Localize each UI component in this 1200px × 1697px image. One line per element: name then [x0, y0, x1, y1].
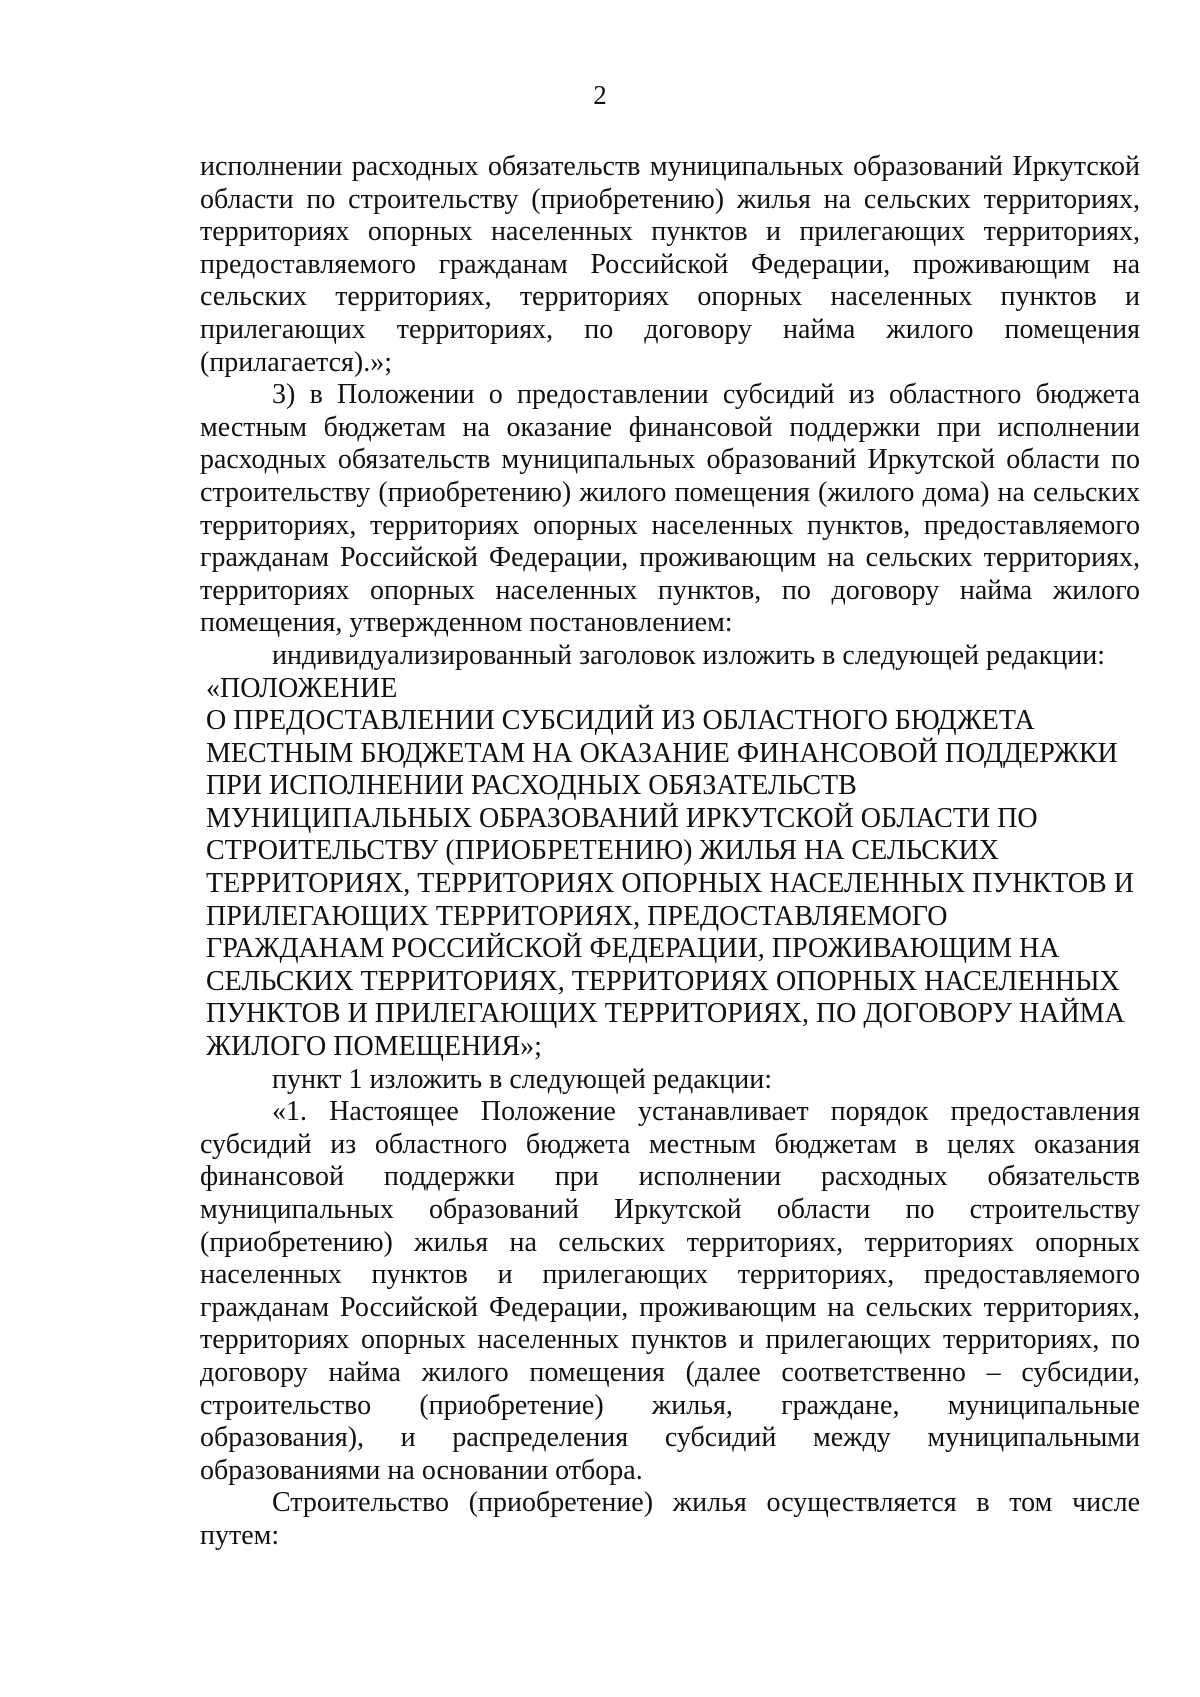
heading-line: ТЕРРИТОРИЯХ, ТЕРРИТОРИЯХ ОПОРНЫХ НАСЕЛЕННЫХ ПУНКТОВ И [206, 868, 1134, 900]
page-number: 2 [593, 80, 607, 110]
document-body [200, 151, 1140, 1553]
heading-title: «ПОЛОЖЕНИЕ [206, 672, 398, 704]
heading-line: ПРИ ИСПОЛНЕНИИ РАСХОДНЫХ ОБЯЗАТЕЛЬСТВ [206, 770, 857, 802]
heading-line: МЕСТНЫМ БЮДЖЕТАМ НА ОКАЗАНИЕ ФИНАНСОВОЙ ПОДДЕРЖКИ [206, 737, 1118, 769]
paragraph-point-1: «1. Настоящее Положение устанавливает порядок предоставления субсидий из областного бюджета местным бюджетам в целях оказания финансовой поддержки при исполнении расходных обязательств муниципальных образований Иркутской области по строительству (приобретению) жилья на сельских территориях, территориях опорных населенных пунктов и прилегающих территориях, предоставляемого гражданам Российской Федерации, проживающим на сельских территориях, территориях опорных населенных пунктов и прилегающих территориях, по договору найма жилого помещения (далее соответственно – субсидии, строительство (приобретение) жилья, граждане, муниципальные образования), и распределения субсидий между муниципальными образованиями на основании отбора. [200, 1096, 1140, 1486]
heading-line: СТРОИТЕЛЬСТВУ (ПРИОБРЕТЕНИЮ) ЖИЛЬЯ НА СЕЛЬСКИХ [206, 835, 999, 867]
heading-line: ПУНКТОВ И ПРИЛЕГАЮЩИХ ТЕРРИТОРИЯХ, ПО ДОГОВОРУ НАЙМА [206, 998, 1125, 1030]
paragraph-item-3: 3) в Положении о предоставлении субсидий из областного бюджета местным бюджетам на оказание финансовой поддержки при исполнении расходных обязательств муниципальных образований Иркутской области по строительству (приобретению) жилого помещения (жилого дома) на сельских территориях, территориях опорных населенных пунктов, предоставляемого гражданам Российской Федерации, проживающим на сельских территориях, территориях опорных населенных пунктов, по договору найма жилого помещения, утвержденном постановлением: [200, 379, 1140, 639]
heading-line: О ПРЕДОСТАВЛЕНИИ СУБСИДИЙ ИЗ ОБЛАСТНОГО БЮДЖЕТА [206, 705, 1035, 737]
heading-line: ЖИЛОГО ПОМЕЩЕНИЯ»; [206, 1031, 542, 1063]
paragraph-point-1-instruction: пункт 1 изложить в следующей редакции: [272, 1063, 772, 1095]
heading-line: МУНИЦИПАЛЬНЫХ ОБРАЗОВАНИЙ ИРКУТСКОЙ ОБЛАСТИ ПО [206, 802, 1038, 834]
regulation-heading [200, 673, 1140, 1064]
paragraph-continuation: исполнении расходных обязательств муниципальных образований Иркутской области по строительству (приобретению) жилья на сельских территориях, территориях опорных населенных пунктов и прилегающих территориях, предоставляемого гражданам Российской Федерации, проживающим на сельских территориях, территориях опорных населенных пунктов и прилегающих территориях, по договору найма жилого помещения (прилагается).»; [200, 151, 1140, 378]
heading-line: СЕЛЬСКИХ ТЕРРИТОРИЯХ, ТЕРРИТОРИЯХ ОПОРНЫХ НАСЕЛЕННЫХ [206, 965, 1120, 997]
heading-line: ГРАЖДАНАМ РОССИЙСКОЙ ФЕДЕРАЦИИ, ПРОЖИВАЮЩИМ НА [206, 933, 1060, 965]
heading-line: ПРИЛЕГАЮЩИХ ТЕРРИТОРИЯХ, ПРЕДОСТАВЛЯЕМОГО [206, 900, 948, 932]
paragraph-construction: Строительство (приобретение) жилья осуществляется в том числе путем: [200, 1487, 1140, 1551]
paragraph-heading-instruction: индивидуализированный заголовок изложить в следующей редакции: [272, 639, 1106, 671]
